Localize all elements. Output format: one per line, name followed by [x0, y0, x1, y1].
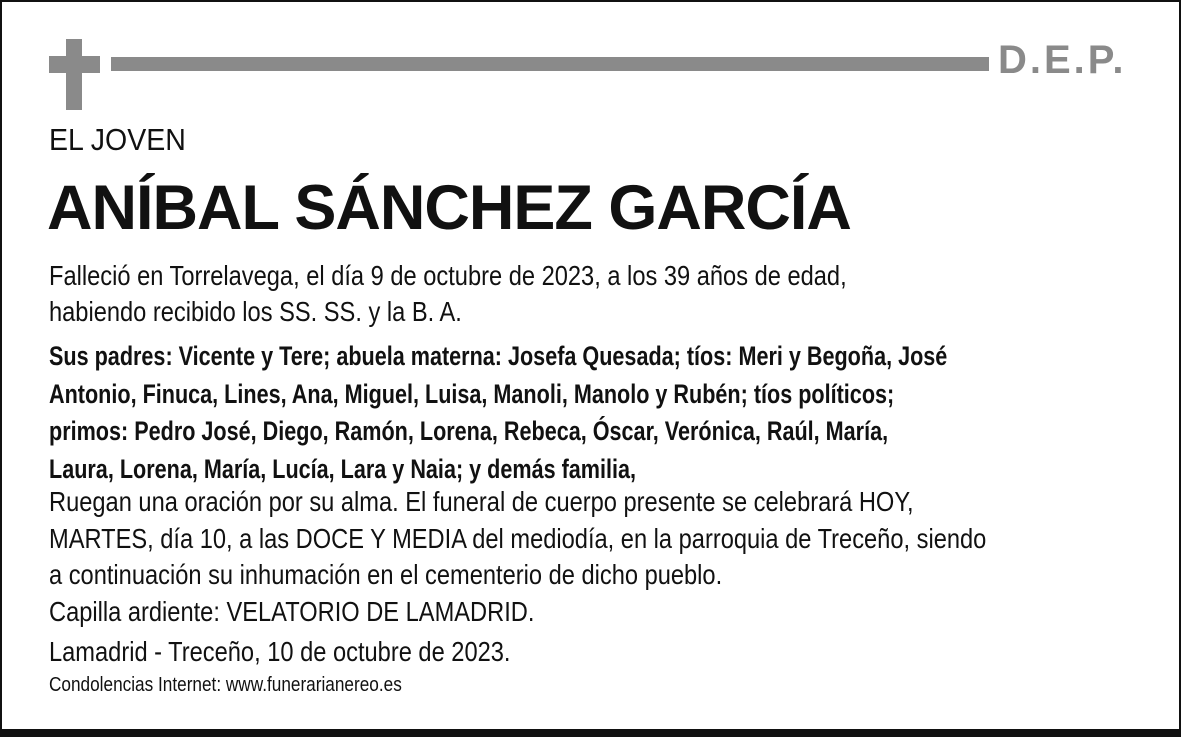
- family-list-line: primos: Pedro José, Diego, Ramón, Lorena, Rebeca, Óscar, Verónica, Raúl, María,: [49, 416, 889, 446]
- funeral-details-line: Capilla ardiente: VELATORIO DE LAMADRID.: [49, 595, 535, 627]
- deceased-prefix: EL JOVEN: [49, 122, 186, 157]
- family-list-line: Antonio, Finuca, Lines, Ana, Miguel, Luisa, Manoli, Manolo y Rubén; tíos políticos;: [49, 378, 895, 409]
- funeral-details-line: Ruegan una oración por su alma. El funeral de cuerpo presente se celebrará HOY,: [49, 486, 914, 517]
- death-notice: [49, 258, 847, 330]
- cross-icon-horizontal-bar: [49, 56, 100, 73]
- dep-label: D.E.P.: [998, 38, 1127, 82]
- deceased-name: ANÍBAL SÁNCHEZ GARCÍA: [47, 173, 851, 243]
- death-notice-line: Falleció en Torrelavega, el día 9 de octubre de 2023, a los 39 años de edad,: [49, 260, 847, 291]
- family-list-line: Laura, Lorena, María, Lucía, Lara y Naia; y demás familia,: [49, 453, 637, 484]
- header-rule: [111, 57, 989, 71]
- funeral-details: [49, 484, 986, 630]
- funeral-details-line: a continuación su inhumación en el cementerio de dicho pueblo.: [49, 559, 723, 590]
- condolences-link[interactable]: Condolencias Internet: www.funerarianereo.es: [49, 674, 402, 696]
- place-and-date: Lamadrid - Treceño, 10 de octubre de 2023.: [49, 636, 511, 667]
- family-list: [49, 338, 947, 488]
- cross-icon-vertical-bar: [66, 39, 82, 110]
- death-notice-line: habiendo recibido los SS. SS. y la B. A.: [49, 296, 462, 327]
- funeral-details-line: MARTES, día 10, a las DOCE Y MEDIA del mediodía, en la parroquia de Treceño, siendo: [49, 522, 987, 554]
- family-list-line: Sus padres: Vicente y Tere; abuela materna: Josefa Quesada; tíos: Meri y Begoña, José: [49, 341, 948, 371]
